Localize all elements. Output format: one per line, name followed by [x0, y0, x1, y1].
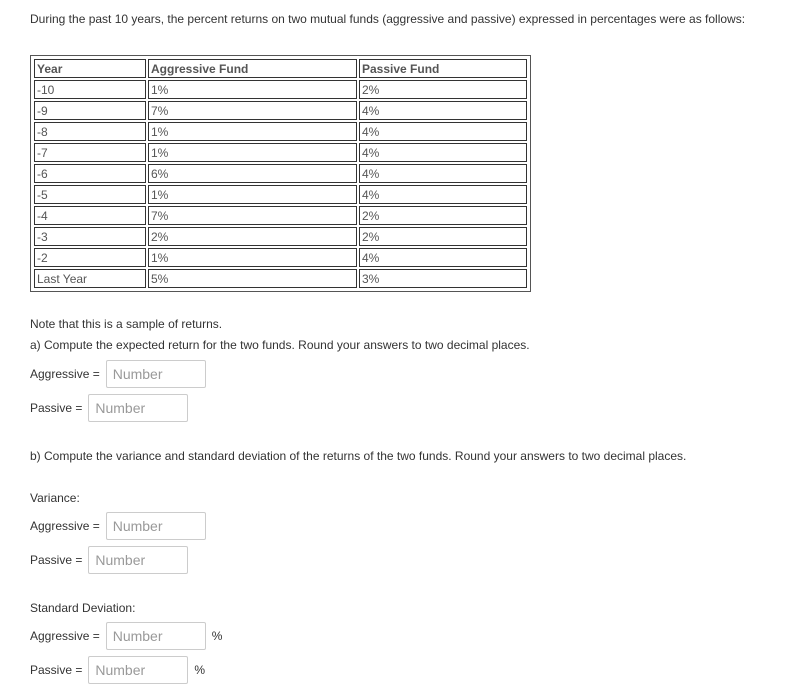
cell-passive: 4% — [359, 185, 527, 204]
std-passive-row — [30, 656, 205, 684]
expected-aggressive-input[interactable] — [106, 360, 206, 388]
std-passive-input[interactable] — [88, 656, 188, 684]
expected-passive-row — [30, 394, 188, 422]
cell-aggressive: 1% — [148, 248, 357, 267]
table-row — [34, 143, 527, 162]
std-passive-label: Passive = — [30, 663, 83, 677]
returns-table — [30, 55, 531, 292]
std-aggressive-input[interactable] — [106, 622, 206, 650]
table-row — [34, 227, 527, 246]
cell-passive: 2% — [359, 227, 527, 246]
cell-passive: 2% — [359, 206, 527, 225]
std-aggressive-unit: % — [211, 629, 223, 643]
cell-year: -5 — [34, 185, 146, 204]
std-passive-unit: % — [194, 663, 206, 677]
header-passive: Passive Fund — [359, 59, 527, 78]
part-b-question: b) Compute the variance and standard deviation of the returns of the two funds. Round your answers to two decimal places. — [30, 449, 687, 463]
cell-year: -2 — [34, 248, 146, 267]
cell-aggressive: 1% — [148, 185, 357, 204]
std-heading: Standard Deviation: — [30, 601, 136, 615]
cell-aggressive: 1% — [148, 122, 357, 141]
cell-year: Last Year — [34, 269, 146, 288]
cell-year: -8 — [34, 122, 146, 141]
part-a-question: a) Compute the expected return for the two funds. Round your answers to two decimal places. — [30, 338, 530, 352]
cell-passive: 4% — [359, 164, 527, 183]
cell-year: -6 — [34, 164, 146, 183]
expected-aggressive-label: Aggressive = — [30, 367, 100, 381]
table-row — [34, 122, 527, 141]
cell-aggressive: 1% — [148, 143, 357, 162]
cell-aggressive: 5% — [148, 269, 357, 288]
cell-passive: 3% — [359, 269, 527, 288]
header-aggressive: Aggressive Fund — [148, 59, 357, 78]
table-row — [34, 185, 527, 204]
variance-passive-input[interactable] — [88, 546, 188, 574]
cell-passive: 4% — [359, 122, 527, 141]
sample-note: Note that this is a sample of returns. — [30, 317, 223, 331]
cell-year: -4 — [34, 206, 146, 225]
cell-passive: 4% — [359, 101, 527, 120]
table-row — [34, 101, 527, 120]
cell-aggressive: 2% — [148, 227, 357, 246]
cell-aggressive: 6% — [148, 164, 357, 183]
std-aggressive-row — [30, 622, 222, 650]
cell-year: -10 — [34, 80, 146, 99]
cell-aggressive: 7% — [148, 206, 357, 225]
table-row — [34, 248, 527, 267]
std-aggressive-label: Aggressive = — [30, 629, 100, 643]
cell-aggressive: 7% — [148, 101, 357, 120]
variance-passive-row — [30, 546, 188, 574]
cell-year: -7 — [34, 143, 146, 162]
intro-text: During the past 10 years, the percent returns on two mutual funds (aggressive and passive) expressed in percentages were as follows: — [30, 12, 746, 26]
table-row — [34, 269, 527, 288]
expected-passive-input[interactable] — [88, 394, 188, 422]
cell-aggressive: 1% — [148, 80, 357, 99]
variance-aggressive-label: Aggressive = — [30, 519, 100, 533]
variance-passive-label: Passive = — [30, 553, 83, 567]
cell-year: -9 — [34, 101, 146, 120]
table-row — [34, 80, 527, 99]
variance-aggressive-input[interactable] — [106, 512, 206, 540]
table-header-row — [34, 59, 527, 78]
variance-aggressive-row — [30, 512, 206, 540]
table-row — [34, 206, 527, 225]
table-row — [34, 164, 527, 183]
expected-passive-label: Passive = — [30, 401, 83, 415]
cell-passive: 4% — [359, 143, 527, 162]
cell-passive: 4% — [359, 248, 527, 267]
header-year: Year — [34, 59, 146, 78]
variance-heading: Variance: — [30, 491, 80, 505]
cell-year: -3 — [34, 227, 146, 246]
cell-passive: 2% — [359, 80, 527, 99]
expected-aggressive-row — [30, 360, 206, 388]
